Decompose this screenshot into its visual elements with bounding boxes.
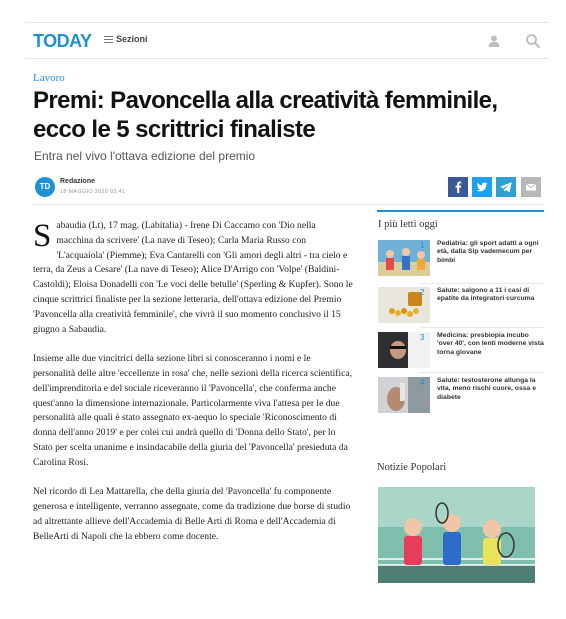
article-subtitle: Entra nel vivo l'ottava edizione del premio: [34, 149, 256, 163]
hamburger-icon: [104, 36, 113, 43]
sections-menu-button[interactable]: [104, 34, 148, 44]
rank-number: 3: [420, 333, 425, 342]
article-paragraph: Insieme alle due vincitrici della sezione libri si conosceranno i nomi e le personalità delle altre 'eccellenze in rosa' che, nelle sezioni della ricerca scientifica, dell'imprenditoria e del sociale riceveranno il 'Pavoncella', che conferma anche quest'anno la dimensione internazionale. Particolarmente viva l'attesa per le due personalità alle quali è stato assegnato ex-aequo lo speciale 'Riconoscimento di donna dell'anno 2019' e per colei cui andrà quello di 'Donna dello Stato', per lo Stato per scelta unanime e insindacabile della giuria del 'Pavoncella' presieduta da Carolina Rosi.: [33, 353, 353, 468]
most-read-item-2[interactable]: [377, 287, 544, 327]
popular-news-title: Notizie Popolari: [377, 462, 447, 473]
search-icon[interactable]: [525, 33, 541, 49]
share-twitter-button[interactable]: [472, 177, 492, 197]
rank-number: 2: [420, 288, 425, 297]
twitter-icon: [476, 181, 488, 193]
dropcap-letter: S: [33, 218, 52, 254]
share-email-button[interactable]: [521, 177, 541, 197]
article-headline: Premi: Pavoncella alla creatività femminile, ecco le 5 scrittrici finaliste: [33, 87, 498, 143]
email-icon: [525, 181, 537, 193]
author-avatar: TD: [35, 177, 55, 197]
most-read-headline[interactable]: Pediatria: gli sport adatti a ogni età, dalla Sip vademecum per bimbi: [437, 240, 539, 264]
share-facebook-button[interactable]: [448, 177, 468, 197]
most-read-headline[interactable]: Medicina: presbiopia incubo 'over 40', con lenti moderne vista torna giovane: [437, 332, 544, 356]
article-paragraph: Nel ricordo di Lea Mattarella, che della giuria del 'Pavoncella' fu componente generosa e intelligente, verranno assegnate, come da tradizione due borse di studio ad altrettante allieve dell'Accademia di Belle Arti di Roma e dell'Accademia di BelleArti di Napoli che la ebbero come docente.: [33, 486, 351, 542]
article-paragraph: Sabaudia (Lt), 17 mag. (Labitalia) - Irene Di Caccamo con 'Dio nella macchina da scrivere' (La nave di Teseo); Carla Maria Russo con 'L'acquaiola' (Piemme); Eva Cantarelli con 'Gli amori degli altri - tra cielo e terra, da Zeus a Cesare' (La nave di Teseo); Alice D'Arrigo con 'Volpe' (Baldini-Castoldi); Eloisa Donadelli con 'Le voci delle betulle' (Sperling & Kupfer). Sono le cinque scrittrici finaliste per la sezione letteraria, dell'ottava edizione del Premio 'Pavoncella alla creatività femminile', che vivrà il suo momento conclusivo il 15 giugno a Sabaudia.: [33, 218, 353, 335]
share-telegram-button[interactable]: [496, 177, 516, 197]
most-read-title: I più letti oggi: [378, 219, 438, 230]
item-divider: [420, 372, 544, 373]
item-divider: [420, 283, 544, 284]
author-row: [33, 175, 543, 202]
author-divider: [33, 204, 543, 205]
article-body: [33, 219, 353, 559]
publish-date: 18 MAGGIO 2019 03:41: [60, 189, 126, 195]
popular-news-image[interactable]: [378, 487, 535, 583]
facebook-icon: [452, 181, 464, 193]
user-icon[interactable]: [487, 34, 501, 48]
most-read-headline[interactable]: Salute: salgono a 11 i casi di epatite da integratori curcuma: [437, 287, 535, 303]
today-logo[interactable]: TODAY: [33, 31, 92, 51]
most-read-headline[interactable]: Salute: testosterone allunga la vita, meno rischi cuore, ossa e diabete: [437, 377, 536, 401]
most-read-item-1[interactable]: [377, 240, 544, 280]
most-read-item-3[interactable]: [377, 332, 544, 372]
author-name[interactable]: Redazione: [60, 178, 96, 185]
rank-number: 4: [420, 378, 425, 387]
telegram-icon: [500, 181, 512, 193]
item-divider: [420, 327, 544, 328]
most-read-item-4[interactable]: [377, 377, 544, 417]
article-category-link[interactable]: Lavoro: [33, 72, 65, 84]
sidebar-accent-line: [377, 210, 544, 212]
rank-number: 1: [420, 241, 425, 250]
sections-menu-label: Sezioni: [116, 34, 148, 44]
top-navigation-bar: [26, 22, 548, 59]
